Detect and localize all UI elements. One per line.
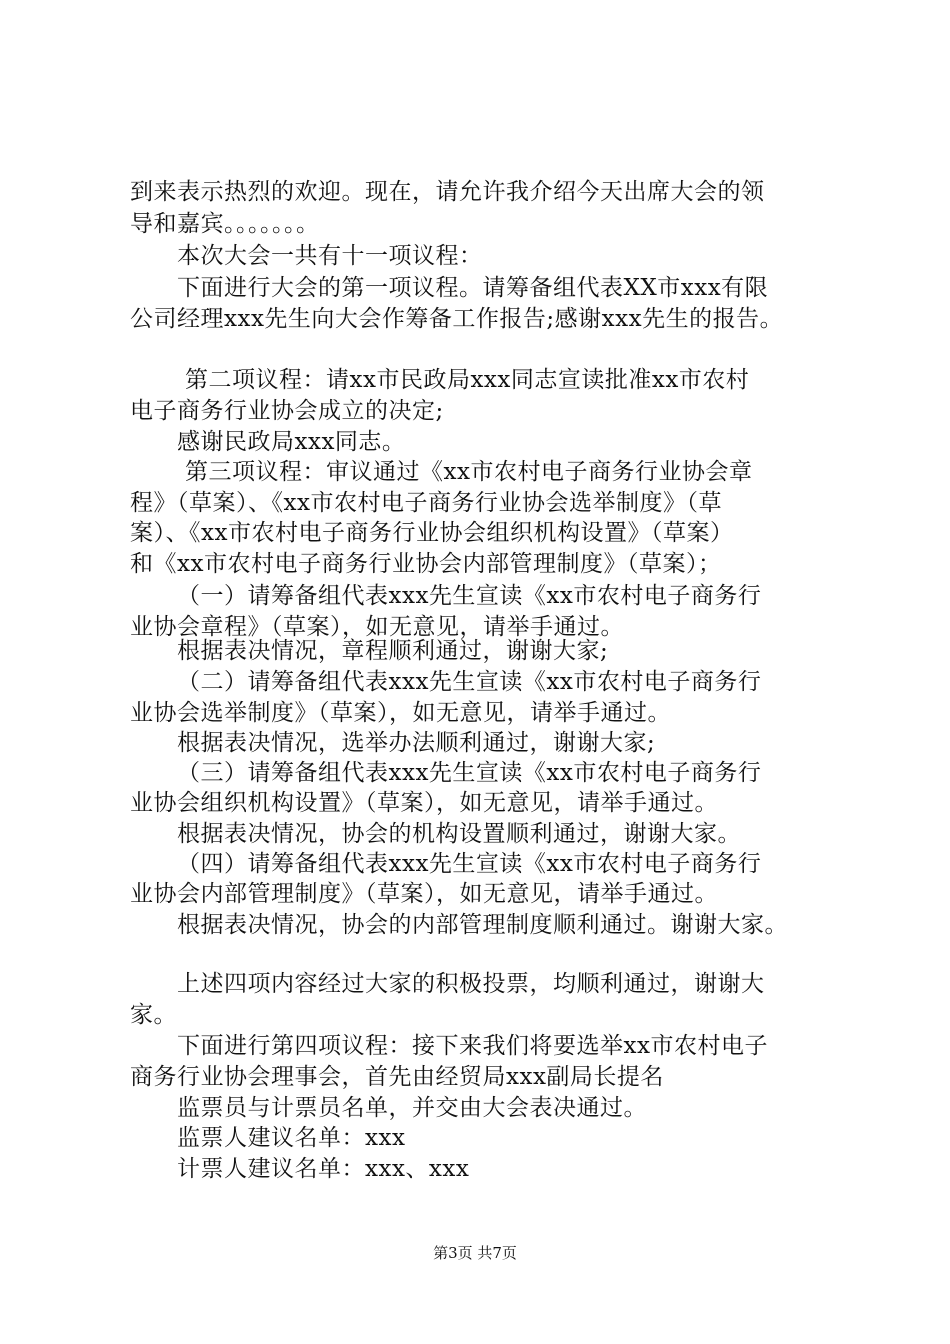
page-number-footer: 第3页 共7页 <box>433 1244 517 1262</box>
text-line: 根据表决情况，选举办法顺利通过，谢谢大家; <box>177 730 656 756</box>
text-line: 根据表决情况，协会的内部管理制度顺利通过。谢谢大家。 <box>177 912 788 938</box>
text-line: 案）、《xx市农村电子商务行业协会组织机构设置》（草案） <box>130 520 734 546</box>
text-line: （一）请筹备组代表xxx先生宣读《xx市农村电子商务行 <box>177 583 762 609</box>
text-line: 公司经理xxx先生向大会作筹备工作报告;感谢xxx先生的报告。 <box>130 306 784 332</box>
text-line: 上述四项内容经过大家的积极投票，均顺利通过，谢谢大 <box>177 971 765 997</box>
text-line: 监票员与计票员名单，并交由大会表决通过。 <box>177 1095 647 1121</box>
text-line: 家。 <box>130 1002 177 1028</box>
text-line: 计票人建议名单：xxx、xxx <box>177 1156 470 1182</box>
text-line: 根据表决情况，协会的机构设置顺利通过，谢谢大家。 <box>177 821 741 847</box>
text-line: 感谢民政局xxx同志。 <box>177 429 406 455</box>
text-line: 业协会选举制度》（草案），如无意见，请举手通过。 <box>130 700 671 726</box>
text-line: 本次大会一共有十一项议程： <box>177 243 483 269</box>
text-line: 导和嘉宾。。。。。。。 <box>130 211 320 237</box>
text-line: 程》（草案）、《xx市农村电子商务行业协会选举制度》（草 <box>130 490 722 516</box>
text-line: 业协会内部管理制度》（草案），如无意见，请举手通过。 <box>130 881 718 907</box>
text-line: 第三项议程：审议通过《xx市农村电子商务行业协会章 <box>185 459 753 485</box>
text-line: 下面进行大会的第一项议程。请筹备组代表XX市xxx有限 <box>177 275 769 301</box>
text-line: 监票人建议名单：xxx <box>177 1125 406 1151</box>
text-line: 电子商务行业协会成立的决定; <box>130 398 444 424</box>
text-line: 和《xx市农村电子商务行业协会内部管理制度》（草案）； <box>130 551 722 577</box>
text-line: 业协会章程》（草案），如无意见，请举手通过。 <box>130 614 624 640</box>
text-line: 商务行业协会理事会，首先由经贸局xxx副局长提名 <box>130 1064 664 1090</box>
text-line: 根据表决情况，章程顺利通过，谢谢大家; <box>177 638 609 664</box>
text-line: 到来表示热烈的欢迎。现在，请允许我介绍今天出席大会的领 <box>130 179 765 205</box>
text-line: 第二项议程：请xx市民政局xxx同志宣读批准xx市农村 <box>185 367 750 393</box>
text-line: 下面进行第四项议程：接下来我们将要选举xx市农村电子 <box>177 1033 768 1059</box>
text-line: （二）请筹备组代表xxx先生宣读《xx市农村电子商务行 <box>177 669 762 695</box>
text-line: （四）请筹备组代表xxx先生宣读《xx市农村电子商务行 <box>177 851 762 877</box>
text-line: 业协会组织机构设置》（草案），如无意见，请举手通过。 <box>130 790 718 816</box>
text-line: （三）请筹备组代表xxx先生宣读《xx市农村电子商务行 <box>177 760 762 786</box>
